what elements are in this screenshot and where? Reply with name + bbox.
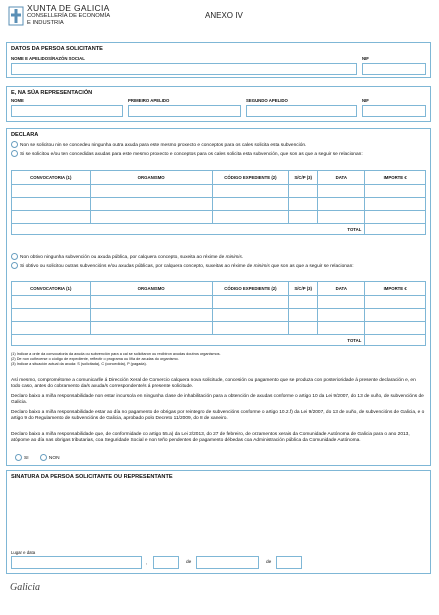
total-label: TOTAL xyxy=(12,335,365,346)
declara-option-3-end: . xyxy=(241,254,244,260)
col-codigo: CÓDIGO EXPEDIENTE (2) xyxy=(212,282,288,296)
rep-second-surname-label: SEGUNDO APELIDO xyxy=(246,98,288,103)
comma-separator: , xyxy=(146,561,148,566)
col-scp: S/C/P (3) xyxy=(289,171,318,185)
place-date-label: Lugar e data xyxy=(11,550,36,555)
table-row[interactable] xyxy=(12,198,426,211)
inhabilitation-declaration: Declaro baixo a miña responsabilidade non estar incurso/a en ningunha clase de inhabilitación para a obtención de axudas conforme o artigo 10 da Lei 9/2007, do 13 de xuño, de subvencións de Galicia. xyxy=(11,394,424,406)
applicant-section xyxy=(6,42,431,78)
reintegro-declaration: Declaro baixo a miña responsabilidade estar ao día no pagamento de obrigas por reintegro de subvencións conforme o artigo 10.2.f) da Lei 9/2007, do 13 de xuño, de subvencións de Galicia, e o artigo 9 do Regulamento de subvencións de Galicia, aprobado polo Decreto 11/2009, do 8 de xaneiro. xyxy=(11,410,425,422)
col-scp: S/C/P (3) xyxy=(289,282,318,296)
col-convocatoria: CONVOCATORIA (1) xyxy=(12,171,91,185)
yes-option[interactable] xyxy=(15,456,29,461)
radio-icon[interactable] xyxy=(11,141,18,148)
col-convocatoria: CONVOCATORIA (1) xyxy=(12,282,91,296)
no-option[interactable] xyxy=(40,456,60,461)
declara-option-1-text: Non se solicitou nin se concedeu ningunha outra axuda para este mesmo proxecto e conceptos para os cales solicita esta subvención. xyxy=(20,142,307,148)
footnote-1: (1) Indicar a orde da convocatoria da axuda ou subvención para a cal se solicitaron ou recibiron axudas doutros organismos. xyxy=(11,352,221,356)
declara-option-4-text: Si obtivo ou solicitou outras subvencións e/ou axudas públicas, por calquera concepto, suxeitas ao réxime de xyxy=(20,263,254,269)
rep-second-surname-field[interactable] xyxy=(246,105,357,117)
footnote-3: (3) Indicar a situación actual da axuda: S (solicitada), C (concedida), P (pagada). xyxy=(11,362,147,366)
minimis-term: minimis xyxy=(253,263,270,269)
year-field[interactable] xyxy=(276,556,302,569)
table-row[interactable] xyxy=(12,296,426,309)
rep-first-surname-field[interactable] xyxy=(128,105,241,117)
galicia-brand-logo: Galicia xyxy=(10,582,40,593)
total-row xyxy=(12,335,426,346)
signature-title: SINATURA DA PERSOA SOLICITANTE OU REPRESENTANTE xyxy=(11,474,173,480)
department xyxy=(27,13,110,27)
xunta-logo-icon xyxy=(8,6,24,26)
de-separator-2: de xyxy=(266,560,272,565)
yes-label: SI xyxy=(24,455,29,461)
applicant-nif-field[interactable] xyxy=(362,63,426,75)
table-row[interactable] xyxy=(12,211,426,224)
radio-icon[interactable] xyxy=(11,150,18,157)
radio-icon[interactable] xyxy=(40,454,47,461)
rep-name-label: NOME xyxy=(11,98,24,103)
radio-icon[interactable] xyxy=(15,454,22,461)
tax-declaration: Declaro baixo a miña responsabilidade que, de conformidade co artigo 55.a) da Lei 2/2013, do 27 de febreiro, de orzamentos xerais da Comunidade Autónoma de Galicia para o ano 2013, atópome ao día nas obrigas tributarias, coa Seguridade Social e non teño pendentes de pagamento débedas coa Administración pública da Comunidade Autónoma. xyxy=(11,432,410,444)
total-field[interactable] xyxy=(365,224,426,235)
col-organismo: ORGANISMO xyxy=(90,171,212,185)
declara-option-4-end: que son as que a seguir se relacionan: xyxy=(269,263,354,269)
department-line-1: CONSELLERÍA DE ECONOMÍA xyxy=(27,13,111,19)
aid-table-2 xyxy=(11,281,426,346)
declara-option-2-text: Si se solicitou e/ou ten concedidas axudas para este mesmo proxecto e conceptos para os cales solicita esta subvención, que son as que a seguir se relacionan: xyxy=(20,151,363,157)
total-row xyxy=(12,224,426,235)
month-field[interactable] xyxy=(196,556,259,569)
department-line-2: E INDUSTRIA xyxy=(27,20,64,26)
total-label: TOTAL xyxy=(12,224,365,235)
day-field[interactable] xyxy=(153,556,179,569)
applicant-title: DATOS DA PERSOA SOLICITANTE xyxy=(11,46,103,52)
table-header-row xyxy=(12,171,426,185)
rep-first-surname-label: PRIMEIRO APELIDO xyxy=(128,98,170,103)
applicant-name-field[interactable] xyxy=(11,63,357,75)
representative-title: E, NA SÚA REPRESENTACIÓN xyxy=(11,90,93,96)
place-field[interactable] xyxy=(11,556,142,569)
representative-section xyxy=(6,86,431,122)
no-label: NON xyxy=(48,455,60,461)
yes-no-options xyxy=(15,454,60,462)
commitment-paragraph: Así mesmo, comprométome a comunicarlle á Dirección Xeral de Comercio calquera nova solicitude, concesión ou pagamento que se produza con posterioridade á presente declaración e, en todo caso, antes do cobramento da/s axuda/s correspondente/s á presente solicitude. xyxy=(11,378,416,390)
col-codigo: CÓDIGO EXPEDIENTE (2) xyxy=(212,171,288,185)
table-row[interactable] xyxy=(12,322,426,335)
total-field[interactable] xyxy=(365,335,426,346)
applicant-nif-label: NIF xyxy=(362,56,369,61)
table-row[interactable] xyxy=(12,185,426,198)
rep-name-field[interactable] xyxy=(11,105,123,117)
aid-table-1 xyxy=(11,170,426,235)
declara-section xyxy=(6,128,431,466)
applicant-name-label: NOME E APELIDOS/RAZÓN SOCIAL xyxy=(11,56,85,61)
annex-title: ANEXO IV xyxy=(205,11,243,20)
declara-option-4[interactable] xyxy=(11,262,426,270)
table-header-row xyxy=(12,282,426,296)
declara-option-3[interactable] xyxy=(11,253,426,261)
de-separator-1: de xyxy=(186,560,192,565)
rep-nif-field[interactable] xyxy=(362,105,426,117)
signature-section xyxy=(6,470,431,574)
footnotes xyxy=(11,352,426,367)
declara-option-2[interactable] xyxy=(11,150,426,158)
col-importe: IMPORTE € xyxy=(365,282,426,296)
radio-icon[interactable] xyxy=(11,262,18,269)
col-organismo: ORGANISMO xyxy=(90,282,212,296)
table-row[interactable] xyxy=(12,309,426,322)
rep-nif-label: NIF xyxy=(362,98,369,103)
minimis-term: minimis xyxy=(225,254,242,260)
org-name: XUNTA DE GALICIA xyxy=(27,3,110,13)
declara-option-3-text: Non obtivo ningunha subvención ou axuda pública, por calquera concepto, suxeita ao réxime de xyxy=(20,254,226,260)
footnote-2: (2) De non coñecerse o código de expediente, reflectir o programa ou liña de axudas do organismo. xyxy=(11,357,179,361)
declara-option-1[interactable] xyxy=(11,141,426,149)
col-importe: IMPORTE € xyxy=(365,171,426,185)
declara-title: DECLARA xyxy=(11,132,39,138)
col-data: DATA xyxy=(318,171,365,185)
col-data: DATA xyxy=(318,282,365,296)
radio-icon[interactable] xyxy=(11,253,18,260)
